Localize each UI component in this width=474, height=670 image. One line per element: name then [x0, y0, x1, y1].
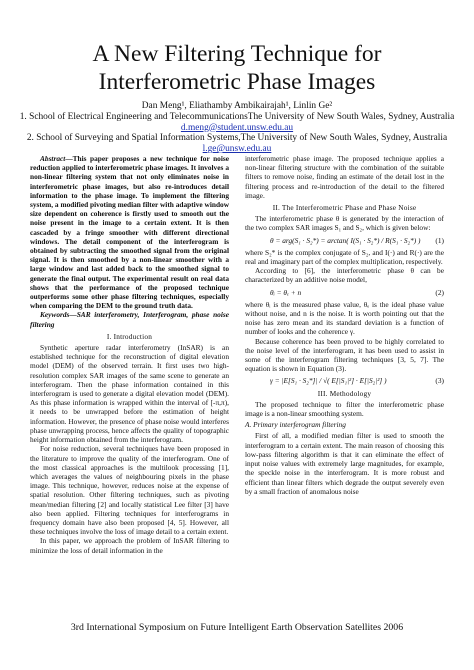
intro-paragraph-2: For noise reduction, several techniques have been proposed in the literature to improve the quality of the interferogram. One of the most classical approaches is the multilook processing [1], which averages the values of neighbouring pixels in the phase image. This technique, however, reduces noise at the expense of spatial resolution. Other filtering techniques, such as pivoting mean/median filtering [2] and locally statistical Lee filter [3] have also been applied. Filtering techniques for interferograms in frequency domain have also been proposed [4, 5]. However, all these techniques involve the loss of image detail to a certain extent. — [30, 444, 229, 537]
left-column — [30, 154, 229, 555]
conference-footer: 3rd International Symposium on Future Intelligent Earth Observation Satellites 2006 — [70, 622, 404, 633]
phase-paragraph-2: where S₂* is the complex conjugate of S₂, and I(·) and R(·) are the real and imaginary part of the complex multiplication, respectively. — [245, 247, 444, 267]
equation-2-number: (2) — [435, 287, 444, 297]
section-heading-introduction: I. Introduction — [106, 331, 153, 341]
equation-3 — [245, 376, 444, 385]
subsection-heading: A. Primary interferogram filtering — [245, 420, 346, 430]
section-heading-methodology: III. Methodology — [317, 388, 372, 398]
phase-paragraph-1: The interferometric phase θ is generated by the interaction of the two complex SAR images S₁ and S₂, which is given below: — [245, 214, 444, 233]
author-block — [10, 101, 464, 155]
equation-2-body: θᵢ = θₑ + n — [270, 287, 302, 297]
phase-paragraph-4: where θᵢ is the measured phase value, θₑ is the ideal phase value without noise, and n is the noise. It is worth pointing out that the noise has zero mean and its standard deviation is a function of number of looks and the coherence γ. — [245, 299, 444, 337]
section-heading-phase-noise: II. The Interferometric Phase and Phase Noise — [272, 203, 417, 213]
right-column — [245, 154, 444, 496]
method-paragraph-1: The proposed technique to filter the interferometric phase image is a non-linear smoothing system. — [245, 399, 444, 419]
affiliation-1: 1. School of Electrical Engineering and TelecommunicationsThe University of New South Wales, Sydney, Australia — [19, 111, 455, 122]
affiliation-2: 2. School of Surveying and Spatial Information Systems,The University of New South Wales, Sydney, Australia — [26, 133, 448, 144]
equation-1-body: θ = arg(S₁ · S₂*) = arctan( I(S₁ · S₂*) / R(S₁ · S₂*) ) — [270, 235, 421, 245]
author-names: Dan Meng¹, Eliathamby Ambikairajah¹, Linlin Ge² — [141, 101, 333, 111]
method-paragraph-2: First of all, a modified median filter is used to smooth the interferogram to a certain extent. The main reason of choosing this low-pass filtering algorithm is that it can eliminate the effect of input noise values with extremely large magnitudes, for example, the speckle noise in the interferogram. It is more robust and efficient than linear filters which degrade the output severely even by a small fraction of anomalous noise — [245, 431, 444, 496]
email-link-2[interactable]: l.ge@unsw.edu.au — [202, 144, 272, 155]
phase-paragraph-3: According to [6], the interferometric phase θ can be characterized by an additive noise model, — [245, 266, 444, 285]
right-paragraph-0: interferometric phase image. The proposed technique applies a non-linear filtering structure with the combination of the suitable filters to remove noise, finding an estimate of the detail lost in the filtering process and re-introduction of the detail to the filtered image. — [245, 154, 444, 200]
equation-3-body: γ = |E[S₁ · S₂*]| / √( E[|S₁|²] · E[|S₂|²] ) — [270, 376, 387, 386]
abstract-text: —This paper proposes a new technique for noise reduction applied to interferometric phase images. It involves a non-linear filtering system that not only eliminates noise in interferometric phase images, but also re-introduces detail information to the phase image. To implement the filtering system, a modified pivoting median filter with adaptive window size dependent on coherence is firstly used to smooth out the noise present in the image to a certain extent. It is then cascaded by a fringe smoother with different directional windows. The detail component of the interferogram is obtained by subtracting the smoothed signal from the original signal. It is then smoothed by a non-linear smoother with a large window and last added back to the smoothed signal to generate the final output. The experimental result on real data shows that the performance of the proposed technique outperforms some other phase filtering techniques, especially when comparing the DEM to the ground truth data. — [30, 154, 229, 311]
equation-3-number: (3) — [435, 376, 444, 386]
intro-paragraph-1: Synthetic aperture radar interferometry (InSAR) is an established technique for the reconstruction of digital elevation model (DEM) of the observed terrain. It first uses two high-resolution complex SAR images of the same scene to generate an interferogram. Then the phase information contained in this interferogram is used to generate a digital elevation model (DEM). As this phase information is wrapped within the interval of [-π,π), it needs to be unwrapped before the estimation of height information. However, the presence of phase noise would interferes phase unwrapping process, hence affects the quality of topographic height information obtained from the interferogram. — [30, 343, 229, 445]
email-link-1[interactable]: d.meng@student.unsw.edu.au — [180, 122, 294, 133]
phase-paragraph-5: Because coherence has been proved to be highly correlated to the noise level of the interferogram, it has been used to assist in some of the interferogram filtering techniques [3, 5, 7]. The equation is shown in Equation (3). — [245, 336, 444, 374]
keywords: Keywords—SAR interferometry, Interferogram, phase noise filtering — [30, 310, 229, 329]
abstract-label: Abstract — [40, 154, 66, 163]
abstract — [30, 154, 229, 310]
equation-2 — [245, 288, 444, 297]
paper-title: A New Filtering Technique for Interferometric Phase Images — [92, 41, 382, 95]
intro-paragraph-3: In this paper, we approach the problem of InSAR filtering to minimize the loss of detail information in the — [30, 536, 229, 555]
equation-1-number: (1) — [435, 235, 444, 245]
equation-1 — [245, 236, 444, 245]
